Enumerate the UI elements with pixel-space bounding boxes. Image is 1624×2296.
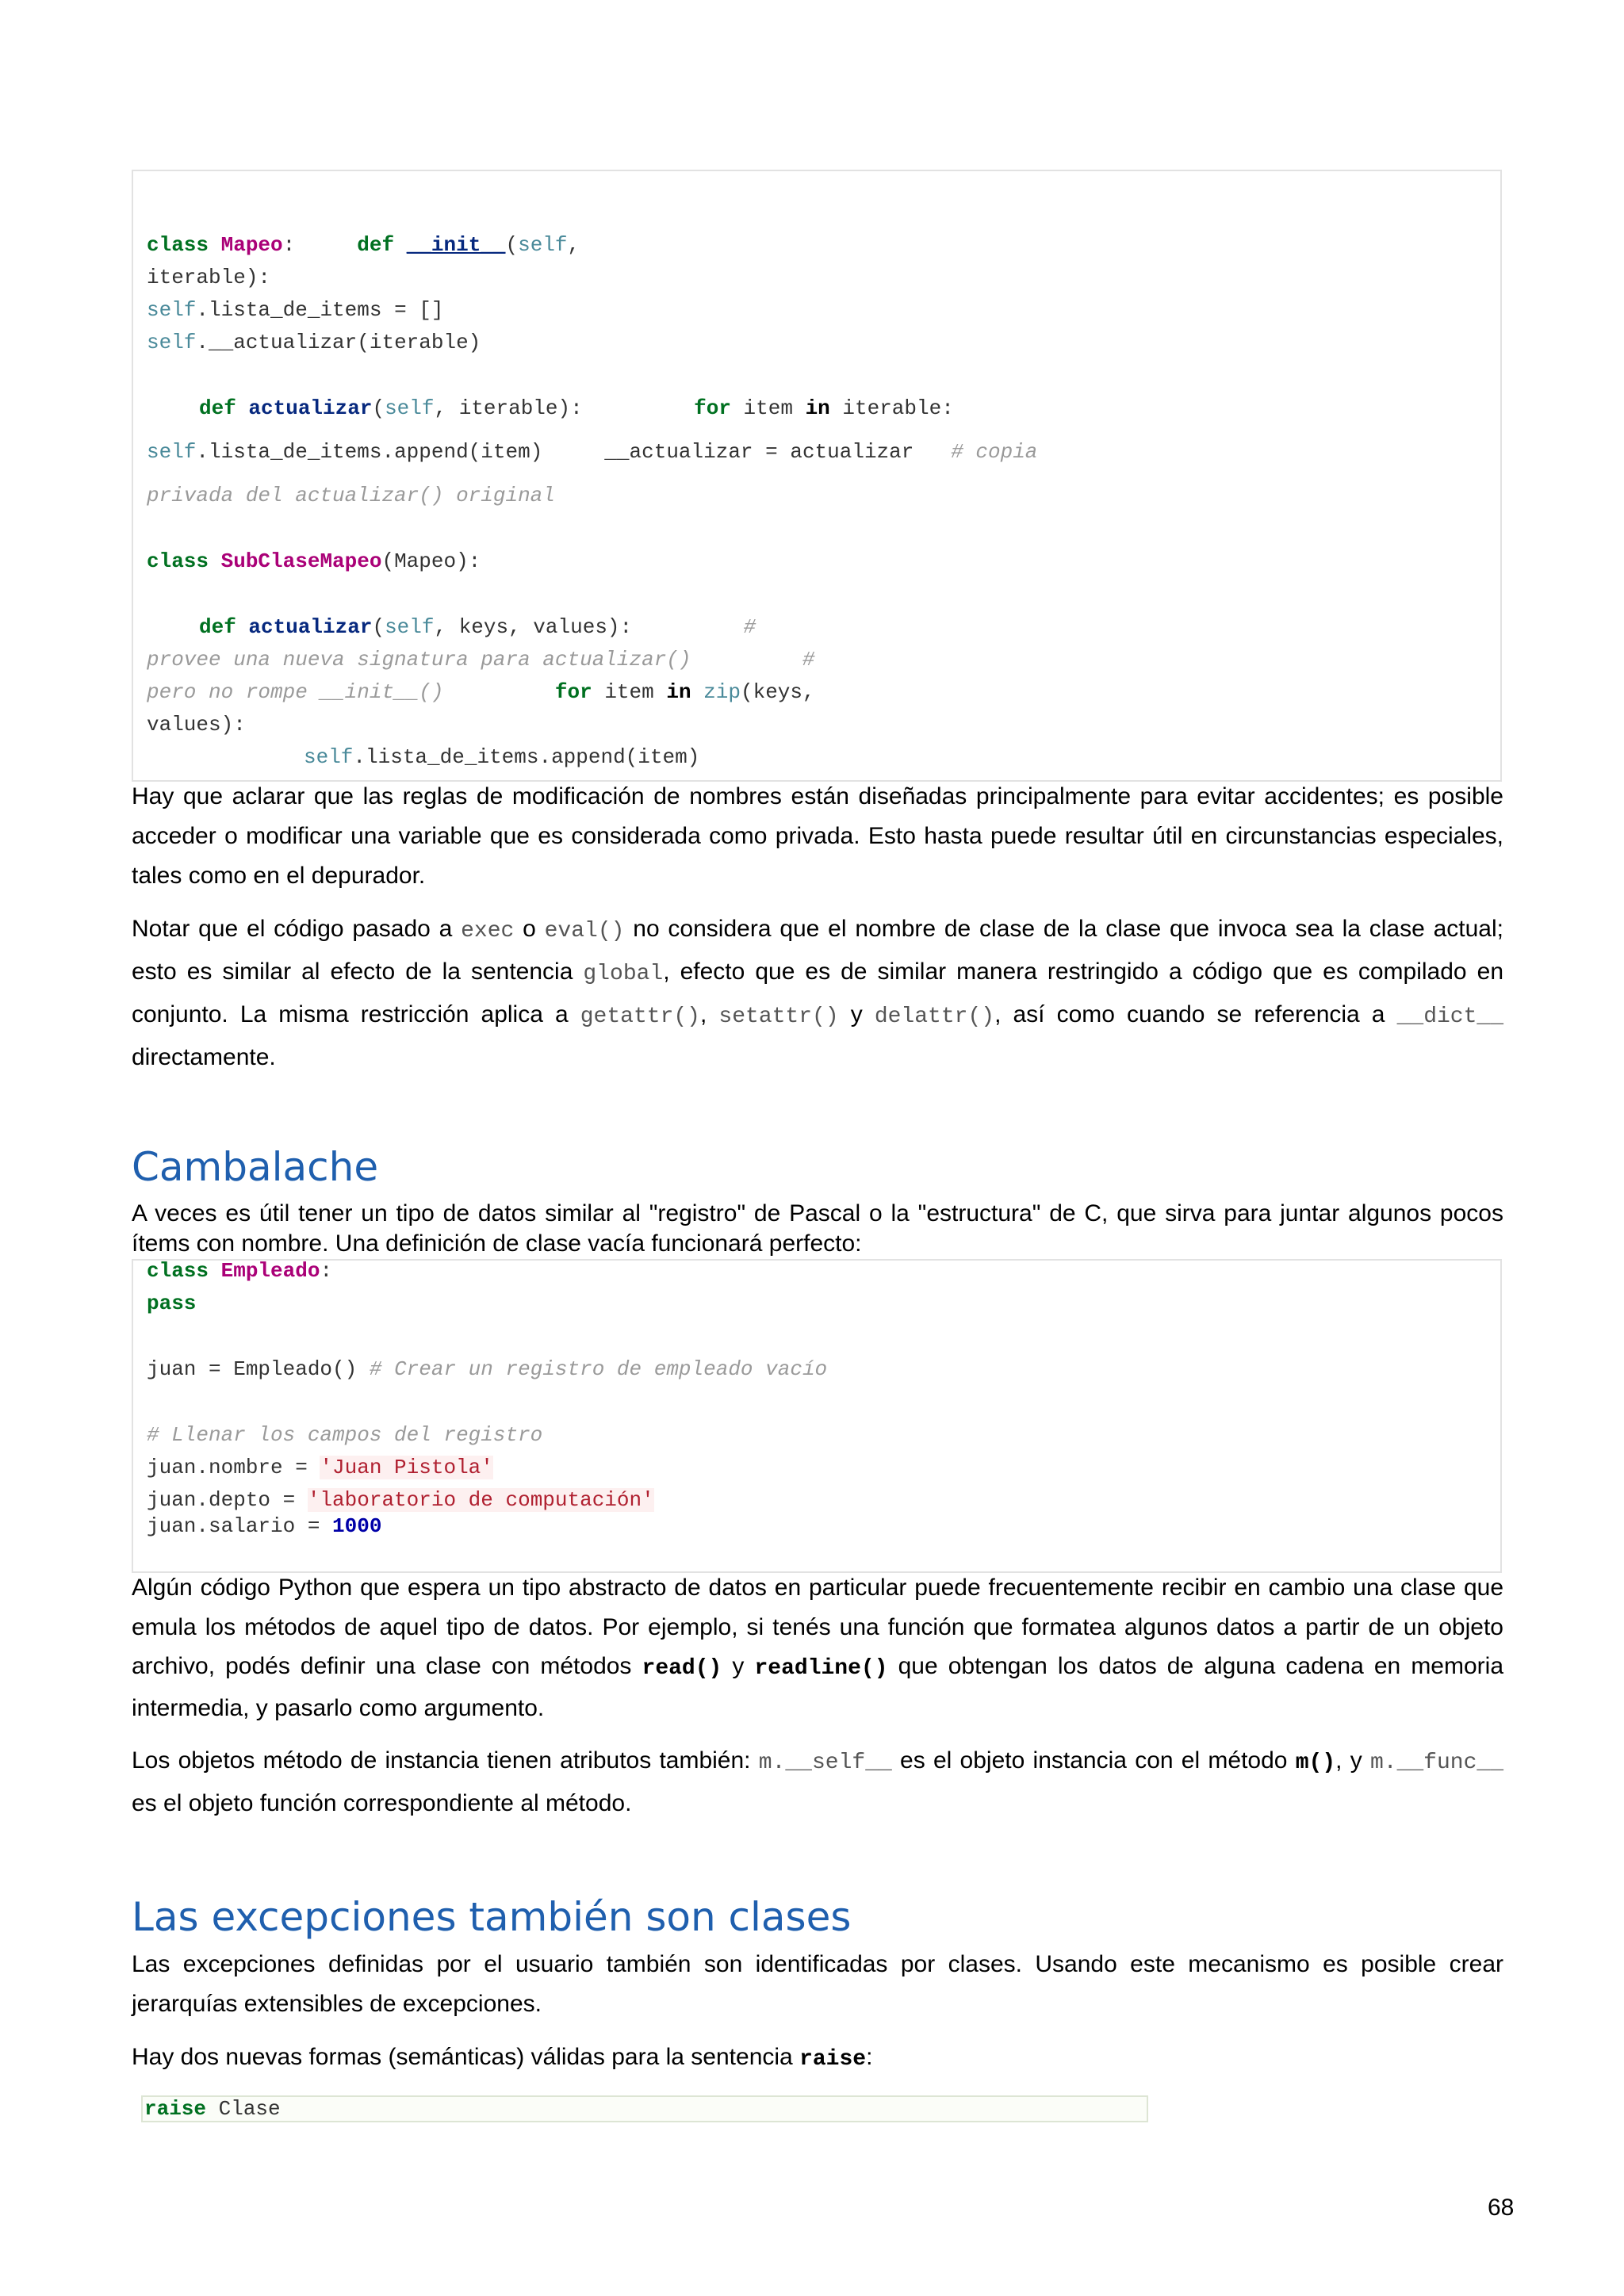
code-class-name: SubClaseMapeo xyxy=(220,549,382,573)
code-line xyxy=(147,1452,493,1484)
text: o xyxy=(514,916,545,942)
code-text: .__actualizar(iterable) xyxy=(196,331,481,354)
code-line xyxy=(147,1510,381,1543)
code-keyword: def xyxy=(357,233,395,257)
code-block-raise xyxy=(141,2095,1148,2122)
code-function-name: actualizar xyxy=(248,615,373,639)
code-text: item xyxy=(592,680,667,704)
inline-code: raise xyxy=(799,2047,867,2072)
code-self: self xyxy=(147,298,197,322)
inline-code: __dict__ xyxy=(1396,1004,1504,1029)
code-text: Clase xyxy=(206,2097,281,2121)
code-comment-line: provee una nueva signatura para actualizar() # xyxy=(147,648,815,672)
code-keyword: for xyxy=(694,396,731,420)
code-keyword: raise xyxy=(144,2097,207,2121)
inline-code: m.__self__ xyxy=(758,1751,892,1775)
code-line xyxy=(147,676,815,709)
code-line xyxy=(147,1353,827,1386)
code-line: iterable): xyxy=(147,266,271,289)
code-text: juan.salario = xyxy=(147,1514,333,1538)
text: , xyxy=(699,1001,719,1027)
inline-code: eval() xyxy=(544,919,625,943)
code-text: .lista_de_items.append(item) xyxy=(353,745,700,769)
code-keyword: for xyxy=(554,680,592,704)
code-block-mapeo xyxy=(132,170,1502,782)
code-text: ( xyxy=(505,233,519,257)
code-keyword: in xyxy=(666,680,691,704)
code-comment: pero no rompe __init__() xyxy=(147,680,444,704)
code-function-name: __init__ xyxy=(406,233,506,257)
inline-code: readline() xyxy=(754,1656,888,1681)
inline-code: exec xyxy=(461,919,515,943)
text: Los objetos método de instancia tienen atributos también: xyxy=(132,1747,759,1774)
code-text: .lista_de_items = [] xyxy=(196,298,444,322)
code-self: self xyxy=(518,233,568,257)
code-text: (keys, xyxy=(740,680,815,704)
paragraph xyxy=(132,2038,1503,2080)
section-heading: Cambalache xyxy=(132,1144,379,1190)
code-line xyxy=(147,436,1037,469)
text: , y xyxy=(1335,1747,1370,1774)
code-line xyxy=(147,1255,332,1288)
paragraph xyxy=(132,1568,1503,1728)
code-line xyxy=(144,2093,281,2126)
code-function-name: actualizar xyxy=(248,396,373,420)
code-line xyxy=(199,392,954,425)
code-text: juan.depto = xyxy=(147,1488,308,1512)
code-number: 1000 xyxy=(332,1514,382,1538)
code-keyword: class xyxy=(147,1259,209,1283)
code-text: ( xyxy=(372,615,385,639)
text: Algún código Python que espera un tipo abstracto de datos en particular puede frecuentemente recibir en cambio una clase que emula los métodos de aquel tipo de datos. Por ejemplo, si tenés una función que formatea algunos datos a partir de un objeto archivo, podés definir una clase con métodos xyxy=(132,1575,1503,1679)
text: y xyxy=(838,1001,875,1027)
inline-code: setattr() xyxy=(718,1004,839,1029)
text: directamente. xyxy=(132,1044,276,1070)
code-class-name: Mapeo xyxy=(220,233,283,257)
code-text xyxy=(443,680,554,704)
code-comment-line: privada del actualizar() original xyxy=(147,484,555,507)
text: , así como cuando se referencia a xyxy=(994,1001,1397,1027)
code-text: (Mapeo): xyxy=(381,549,481,573)
code-text: juan = Empleado() xyxy=(147,1357,370,1381)
code-text: : xyxy=(320,1259,333,1283)
code-text: , iterable): xyxy=(434,396,695,420)
code-line xyxy=(304,741,699,774)
code-line xyxy=(147,294,443,327)
text: y xyxy=(722,1653,755,1679)
code-line xyxy=(199,611,756,644)
inline-code: m.__func__ xyxy=(1369,1751,1503,1775)
code-text xyxy=(691,680,704,704)
text: que obtengan los datos de alguna cadena en memoria intermedia, y pasarlo como argumento. xyxy=(132,1653,1504,1721)
code-comment: # xyxy=(743,615,756,639)
code-text: ( xyxy=(372,396,385,420)
text: no considera que el nombre de clase de la clase que invoca sea la clase actual; esto es similar al efecto de la sentencia xyxy=(132,916,1503,985)
code-keyword: class xyxy=(147,549,209,573)
code-keyword: class xyxy=(147,233,209,257)
code-builtin: zip xyxy=(703,680,741,704)
code-self: self xyxy=(147,331,197,354)
code-keyword: def xyxy=(199,396,236,420)
code-keyword: def xyxy=(199,615,236,639)
code-line: values): xyxy=(147,713,246,737)
code-block-empleado xyxy=(132,1259,1502,1573)
code-line xyxy=(147,229,580,262)
code-text: : xyxy=(282,233,358,257)
text: : xyxy=(866,2044,873,2070)
inline-code: m() xyxy=(1295,1751,1336,1775)
code-self: self xyxy=(385,396,435,420)
code-text: item xyxy=(730,396,806,420)
text: es el objeto función correspondiente al método. xyxy=(132,1790,632,1816)
text: es el objeto instancia con el método xyxy=(891,1747,1296,1774)
code-comment: # copia xyxy=(951,440,1038,464)
code-string: 'Juan Pistola' xyxy=(320,1456,493,1479)
code-class-name: Empleado xyxy=(220,1259,320,1283)
section-heading: Las excepciones también son clases xyxy=(132,1894,852,1940)
code-text: .lista_de_items.append(item) __actualizar = actualizar xyxy=(196,440,952,464)
paragraph: Hay que aclarar que las reglas de modificación de nombres están diseñadas principalmente para evitar accidentes; es posible acceder o modificar una variable que es considerada como privada. Esto hasta puede resultar útil en circunstancias especiales, tales como en el depurador. xyxy=(132,783,1503,889)
code-comment-line: # Llenar los campos del registro xyxy=(147,1423,543,1447)
code-line xyxy=(147,545,481,578)
text: Hay dos nuevas formas (semánticas) válidas para la sentencia xyxy=(132,2044,800,2070)
inline-code: read() xyxy=(642,1656,722,1681)
code-keyword-line: pass xyxy=(147,1292,197,1315)
paragraph: Las excepciones definidas por el usuario también son identificadas por clases. Usando este mecanismo es posible crear jerarquías extensibles de excepciones. xyxy=(132,1951,1503,2017)
text: Notar que el código pasado a xyxy=(132,916,462,942)
code-self: self xyxy=(147,440,197,464)
code-text: , xyxy=(567,233,580,257)
inline-code: getattr() xyxy=(580,1004,700,1029)
code-line xyxy=(147,327,481,359)
code-comment: # Crear un registro de empleado vacío xyxy=(369,1357,828,1381)
code-text: iterable: xyxy=(829,396,954,420)
text: , efecto que es de similar manera restringido a código que es compilado en conjunto. La misma restricción aplica a xyxy=(132,959,1504,1027)
page-number: 68 xyxy=(1488,2195,1515,2221)
paragraph xyxy=(132,909,1503,1077)
paragraph xyxy=(132,1740,1503,1823)
inline-code: delattr() xyxy=(874,1004,995,1029)
code-self: self xyxy=(385,615,435,639)
code-text: , keys, values): xyxy=(434,615,744,639)
paragraph: A veces es útil tener un tipo de datos similar al "registro" de Pascal o la "estructura" de C, que sirva para juntar algunos pocos ítems con nombre. Una definición de clase vacía funcionará perfecto: xyxy=(132,1200,1503,1257)
code-string: 'laboratorio de computación' xyxy=(307,1488,654,1512)
code-self: self xyxy=(304,745,354,769)
inline-code: global xyxy=(583,962,664,986)
code-text: juan.nombre = xyxy=(147,1456,320,1479)
code-keyword: in xyxy=(805,396,830,420)
